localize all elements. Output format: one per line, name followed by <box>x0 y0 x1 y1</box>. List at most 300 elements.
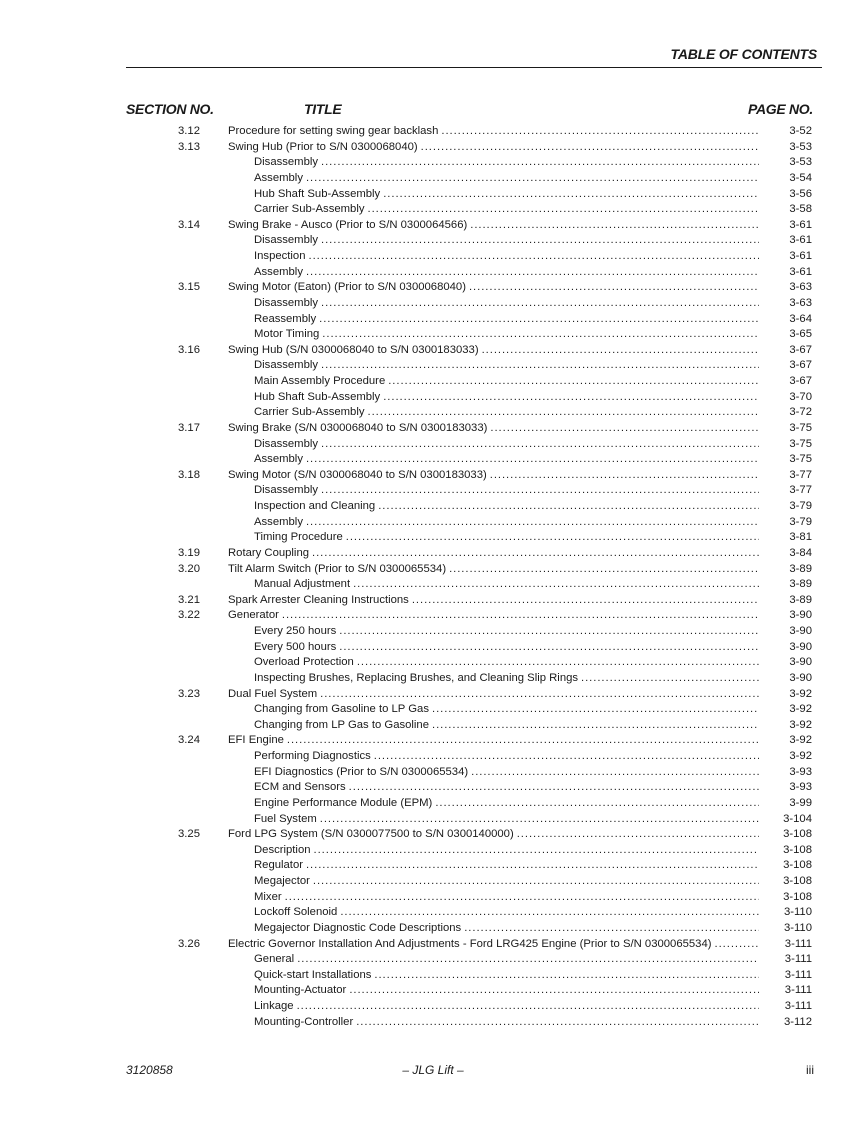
toc-title: Hub Shaft Sub-Assembly <box>254 187 381 200</box>
toc-entry[interactable] <box>0 827 866 843</box>
dot-leader <box>383 187 759 203</box>
toc-title: Swing Brake (S/N 0300068040 to S/N 0300183033) <box>228 421 488 434</box>
toc-entry[interactable] <box>0 702 866 718</box>
toc-page-number: 3-108 <box>783 875 812 887</box>
toc-title-leader <box>254 655 759 671</box>
dot-leader <box>306 171 759 187</box>
toc-title-leader <box>254 983 759 999</box>
toc-page-number: 3-89 <box>789 562 812 575</box>
toc-page-number: 3-104 <box>783 812 812 825</box>
toc-title-leader <box>254 327 759 343</box>
toc-page-number: 3-108 <box>783 859 812 872</box>
toc-page-number: 3-110 <box>783 921 812 934</box>
toc-title-leader <box>228 280 759 296</box>
toc-entry[interactable] <box>0 843 866 859</box>
toc-title: Mounting-Actuator <box>254 984 347 997</box>
toc-title-leader <box>254 405 759 421</box>
toc-section-number: 3.26 <box>178 937 200 950</box>
dot-leader <box>374 749 759 765</box>
toc-entry[interactable] <box>0 733 866 749</box>
toc-title: Swing Brake - Ausco (Prior to S/N 0300064566) <box>228 218 468 231</box>
toc-entry[interactable] <box>0 140 866 156</box>
toc-section-number: 3.23 <box>178 687 200 700</box>
toc-title-leader <box>254 296 759 312</box>
dot-leader <box>306 265 759 281</box>
toc-page-number: 3-92 <box>789 687 812 700</box>
toc-entry[interactable] <box>0 718 866 734</box>
dot-leader <box>321 358 759 374</box>
toc-title-leader <box>254 202 759 218</box>
toc-entry[interactable] <box>0 765 866 781</box>
dot-leader <box>388 374 759 390</box>
toc-title: Disassembly <box>254 484 319 497</box>
toc-title: EFI Engine <box>228 734 284 747</box>
toc-title-leader <box>254 390 759 406</box>
toc-title-leader <box>228 546 759 562</box>
dot-leader <box>282 608 759 624</box>
toc-title: ECM and Sensors <box>254 781 346 794</box>
toc-page-number: 3-77 <box>789 468 812 481</box>
toc-title-leader <box>254 171 759 187</box>
toc-entry[interactable] <box>0 1015 866 1031</box>
toc-title-leader <box>254 968 759 984</box>
toc-entry[interactable] <box>0 343 866 359</box>
dot-leader <box>349 983 759 999</box>
dot-leader <box>368 202 760 218</box>
toc-entry[interactable] <box>0 515 866 531</box>
toc-page-number: 3-75 <box>789 453 812 466</box>
dot-leader <box>356 1015 759 1031</box>
dot-leader <box>517 827 759 843</box>
toc-entry[interactable] <box>0 405 866 421</box>
toc-title-leader <box>254 1015 759 1031</box>
toc-title-leader <box>254 905 759 921</box>
toc-page-number: 3-90 <box>789 656 812 669</box>
toc-title-leader <box>254 780 759 796</box>
toc-entry[interactable] <box>0 202 866 218</box>
toc-title: General <box>254 953 295 966</box>
dot-leader <box>306 858 759 874</box>
toc-title: Swing Hub (S/N 0300068040 to S/N 0300183033) <box>228 343 479 356</box>
dot-leader <box>340 905 759 921</box>
toc-section-number: 3.12 <box>178 125 200 137</box>
toc-page-number: 3-65 <box>789 328 812 341</box>
dot-leader <box>432 702 759 718</box>
toc-title-leader <box>254 921 759 937</box>
toc-entry[interactable] <box>0 640 866 656</box>
toc-entry[interactable] <box>0 780 866 796</box>
toc-page-number: 3-99 <box>789 796 812 809</box>
toc-title-leader <box>254 874 759 890</box>
toc-page-number: 3-108 <box>783 890 812 903</box>
toc-title-leader <box>254 858 759 874</box>
dot-leader <box>313 874 759 890</box>
dot-leader <box>339 624 759 640</box>
toc-entry[interactable] <box>0 468 866 484</box>
toc-title: Linkage <box>254 1000 294 1012</box>
toc-entry[interactable] <box>0 577 866 593</box>
toc-title-leader <box>254 515 759 531</box>
toc-entry[interactable] <box>0 327 866 343</box>
dot-leader <box>306 452 759 468</box>
toc-title: Mounting-Controller <box>254 1015 354 1028</box>
toc-entry[interactable] <box>0 952 866 968</box>
dot-leader <box>319 312 759 328</box>
toc-page-number: 3-89 <box>789 593 812 606</box>
toc-title-leader <box>254 812 759 828</box>
toc-page-number: 3-53 <box>789 156 812 169</box>
toc-title: Every 500 hours <box>254 640 337 653</box>
toc-title: Lockoff Solenoid <box>254 906 338 919</box>
toc-title-leader <box>254 999 759 1015</box>
toc-entry[interactable] <box>0 452 866 468</box>
toc-entry[interactable] <box>0 155 866 171</box>
toc-list <box>0 124 866 1030</box>
toc-entry[interactable] <box>0 812 866 828</box>
dot-leader <box>581 671 759 687</box>
toc-page-number: 3-53 <box>789 140 812 153</box>
toc-page-number: 3-64 <box>789 312 812 325</box>
toc-entry[interactable] <box>0 499 866 515</box>
dot-leader <box>322 327 759 343</box>
toc-title: Rotary Coupling <box>228 546 310 559</box>
toc-page-number: 3-84 <box>789 546 812 559</box>
toc-page-number: 3-92 <box>789 703 812 716</box>
toc-page-number: 3-92 <box>789 750 812 762</box>
toc-section-number: 3.22 <box>178 609 200 622</box>
toc-entry[interactable] <box>0 312 866 328</box>
toc-entry[interactable] <box>0 124 866 140</box>
dot-leader <box>368 405 760 421</box>
toc-page-number: 3-77 <box>789 484 812 497</box>
toc-title: Performing Diagnostics <box>254 750 371 762</box>
toc-title: Changing from Gasoline to LP Gas <box>254 703 429 716</box>
toc-entry[interactable] <box>0 796 866 812</box>
toc-title: Overload Protection <box>254 656 354 669</box>
toc-page-number: 3-111 <box>784 984 812 997</box>
toc-title: Assembly <box>254 265 303 278</box>
column-header-page: PAGE NO. <box>747 101 813 117</box>
toc-title-leader <box>228 687 759 703</box>
toc-page-number: 3-111 <box>784 953 812 966</box>
dot-leader <box>321 233 759 249</box>
dot-leader <box>309 249 760 265</box>
toc-title-leader <box>254 312 759 328</box>
dot-leader <box>412 593 759 609</box>
toc-title-leader <box>254 671 759 687</box>
toc-page-number: 3-67 <box>789 343 812 356</box>
dot-leader <box>469 280 759 296</box>
column-header-section: SECTION NO. <box>126 101 214 117</box>
toc-entry[interactable] <box>0 374 866 390</box>
toc-title-leader <box>254 499 759 515</box>
toc-entry[interactable] <box>0 280 866 296</box>
toc-entry[interactable] <box>0 624 866 640</box>
toc-title-leader <box>254 358 759 374</box>
dot-leader <box>432 718 759 734</box>
toc-entry[interactable] <box>0 937 866 953</box>
dot-leader <box>378 499 759 515</box>
toc-entry[interactable] <box>0 858 866 874</box>
toc-entry[interactable] <box>0 437 866 453</box>
toc-entry[interactable] <box>0 171 866 187</box>
toc-title: Description <box>254 843 311 856</box>
toc-title: Disassembly <box>254 156 319 169</box>
toc-page-number: 3-61 <box>789 234 812 247</box>
toc-page-number: 3-112 <box>783 1015 812 1028</box>
toc-entry[interactable] <box>0 546 866 562</box>
toc-page-number: 3-81 <box>789 531 812 544</box>
toc-section-number: 3.15 <box>178 281 200 294</box>
toc-title-leader <box>228 421 759 437</box>
toc-page-number: 3-56 <box>789 187 812 200</box>
toc-entry[interactable] <box>0 687 866 703</box>
toc-entry[interactable] <box>0 358 866 374</box>
toc-title: Assembly <box>254 171 303 184</box>
dot-leader <box>287 733 759 749</box>
toc-title-leader <box>228 218 759 234</box>
toc-section-number: 3.19 <box>178 546 200 559</box>
toc-title: Motor Timing <box>254 328 320 341</box>
toc-title-leader <box>228 343 759 359</box>
toc-title-leader <box>254 640 759 656</box>
toc-title-leader <box>254 577 759 593</box>
toc-title-leader <box>254 718 759 734</box>
toc-page-number: 3-58 <box>789 203 812 216</box>
toc-page-number: 3-110 <box>783 906 812 919</box>
toc-page-number: 3-111 <box>784 937 812 950</box>
toc-title-leader <box>228 124 759 140</box>
toc-title: Disassembly <box>254 234 319 247</box>
toc-page-number: 3-75 <box>789 421 812 434</box>
toc-section-number: 3.24 <box>178 734 200 747</box>
toc-title: Disassembly <box>254 437 319 450</box>
toc-entry[interactable] <box>0 233 866 249</box>
toc-title: Assembly <box>254 515 303 528</box>
toc-title: Main Assembly Procedure <box>254 375 386 387</box>
toc-entry[interactable] <box>0 921 866 937</box>
toc-title: Generator <box>228 609 279 622</box>
toc-entry[interactable] <box>0 296 866 312</box>
toc-section-number: 3.18 <box>178 468 200 481</box>
toc-title-leader <box>254 843 759 859</box>
toc-entry[interactable] <box>0 187 866 203</box>
toc-title-leader <box>254 952 759 968</box>
dot-leader <box>306 515 759 531</box>
toc-title-leader <box>254 624 759 640</box>
toc-page-number: 3-92 <box>789 718 812 731</box>
toc-title: Carrier Sub-Assembly <box>254 203 365 216</box>
toc-title: Ford LPG System (S/N 0300077500 to S/N 0300140000) <box>228 828 514 841</box>
toc-title-leader <box>254 796 759 812</box>
toc-page-number: 3-54 <box>789 171 812 184</box>
toc-page-number: 3-63 <box>789 281 812 294</box>
toc-section-number: 3.25 <box>178 828 200 841</box>
dot-leader <box>421 140 759 156</box>
toc-entry[interactable] <box>0 421 866 437</box>
toc-entry[interactable] <box>0 983 866 999</box>
toc-title: Assembly <box>254 453 303 466</box>
toc-page-number: 3-79 <box>789 515 812 528</box>
toc-section-number: 3.17 <box>178 421 200 434</box>
column-header-title: TITLE <box>304 101 342 117</box>
toc-title-leader <box>228 937 759 953</box>
toc-title: Dual Fuel System <box>228 687 318 700</box>
toc-title: Disassembly <box>254 359 319 372</box>
toc-section-number: 3.20 <box>178 562 200 575</box>
toc-title: Inspection and Cleaning <box>254 500 376 512</box>
dot-leader <box>312 546 759 562</box>
toc-entry[interactable] <box>0 968 866 984</box>
toc-entry[interactable] <box>0 749 866 765</box>
toc-section-number: 3.14 <box>178 218 200 231</box>
dot-leader <box>321 155 759 171</box>
toc-entry[interactable] <box>0 874 866 890</box>
toc-title: Megajector Diagnostic Code Descriptions <box>254 921 462 934</box>
toc-entry[interactable] <box>0 483 866 499</box>
footer-brand: – JLG Lift – <box>402 1063 464 1077</box>
footer-doc-number: 3120858 <box>126 1063 173 1077</box>
toc-entry[interactable] <box>0 608 866 624</box>
toc-page-number: 3-61 <box>789 218 812 231</box>
toc-title-leader <box>228 593 759 609</box>
dot-leader <box>349 780 759 796</box>
toc-title-leader <box>228 140 759 156</box>
dot-leader <box>715 937 759 953</box>
toc-page-number: 3-72 <box>789 406 812 419</box>
toc-page-number: 3-93 <box>789 765 812 778</box>
toc-entry[interactable] <box>0 671 866 687</box>
toc-title: Procedure for setting swing gear backlash <box>228 125 439 137</box>
toc-title-leader <box>254 249 759 265</box>
dot-leader <box>357 655 759 671</box>
toc-entry[interactable] <box>0 562 866 578</box>
dot-leader <box>285 890 759 906</box>
toc-title-leader <box>254 437 759 453</box>
dot-leader <box>339 640 759 656</box>
toc-entry[interactable] <box>0 390 866 406</box>
toc-title: Engine Performance Module (EPM) <box>254 796 433 809</box>
toc-title-leader <box>254 374 759 390</box>
header-title: TABLE OF CONTENTS <box>670 46 817 62</box>
toc-title-leader <box>228 468 759 484</box>
toc-entry[interactable] <box>0 905 866 921</box>
toc-entry[interactable] <box>0 655 866 671</box>
dot-leader <box>383 390 759 406</box>
dot-leader <box>320 812 759 828</box>
dot-leader <box>490 421 759 437</box>
dot-leader <box>471 765 759 781</box>
dot-leader <box>441 124 759 140</box>
toc-page-number: 3-67 <box>789 375 812 387</box>
toc-title: Mixer <box>254 890 282 903</box>
toc-title-leader <box>228 608 759 624</box>
toc-page-number: 3-92 <box>789 734 812 747</box>
toc-title-leader <box>254 452 759 468</box>
toc-page-number: 3-90 <box>789 625 812 637</box>
toc-page-number: 3-90 <box>789 671 812 684</box>
toc-title-leader <box>254 702 759 718</box>
toc-entry[interactable] <box>0 249 866 265</box>
toc-page-number: 3-108 <box>783 843 812 856</box>
dot-leader <box>435 796 759 812</box>
toc-title: Tilt Alarm Switch (Prior to S/N 0300065534) <box>228 562 447 575</box>
toc-title: Every 250 hours <box>254 625 337 637</box>
toc-page-number: 3-90 <box>789 640 812 653</box>
toc-entry[interactable] <box>0 265 866 281</box>
toc-page-number: 3-111 <box>784 1000 812 1012</box>
toc-entry[interactable] <box>0 890 866 906</box>
toc-page-number: 3-70 <box>789 390 812 403</box>
toc-section-number: 3.13 <box>178 140 200 153</box>
toc-title-leader <box>254 749 759 765</box>
toc-page-number: 3-61 <box>789 265 812 278</box>
toc-title: Carrier Sub-Assembly <box>254 406 365 419</box>
toc-title-leader <box>254 155 759 171</box>
dot-leader <box>321 437 759 453</box>
dot-leader <box>314 843 759 859</box>
dot-leader <box>449 562 759 578</box>
toc-page-number: 3-63 <box>789 296 812 309</box>
toc-title: Regulator <box>254 859 303 872</box>
toc-section-number: 3.16 <box>178 343 200 356</box>
toc-page-number: 3-79 <box>789 500 812 512</box>
toc-title: Quick-start Installations <box>254 968 372 981</box>
dot-leader <box>490 468 759 484</box>
toc-title-leader <box>228 562 759 578</box>
toc-page-number: 3-67 <box>789 359 812 372</box>
dot-leader <box>297 999 759 1015</box>
toc-title: Swing Motor (Eaton) (Prior to S/N 0300068040) <box>228 281 466 294</box>
toc-title: Spark Arrester Cleaning Instructions <box>228 593 409 606</box>
toc-page-number: 3-89 <box>789 578 812 591</box>
dot-leader <box>346 530 759 546</box>
toc-entry[interactable] <box>0 999 866 1015</box>
toc-title: Electric Governor Installation And Adjustments - Ford LRG425 Engine (Prior to S/N 0300065534) <box>228 937 712 950</box>
header-rule <box>126 67 822 68</box>
toc-title: Inspection <box>254 250 306 262</box>
toc-entry[interactable] <box>0 530 866 546</box>
toc-title: Swing Motor (S/N 0300068040 to S/N 0300183033) <box>228 468 487 481</box>
toc-page-number: 3-108 <box>783 828 812 841</box>
dot-leader <box>464 921 759 937</box>
toc-page-number: 3-111 <box>784 968 812 981</box>
toc-page-number: 3-75 <box>789 437 812 450</box>
toc-title-leader <box>228 733 759 749</box>
toc-title: Swing Hub (Prior to S/N 0300068040) <box>228 140 418 153</box>
dot-leader <box>297 952 759 968</box>
toc-title-leader <box>228 827 759 843</box>
toc-title: Reassembly <box>254 312 317 325</box>
toc-title: Changing from LP Gas to Gasoline <box>254 718 429 731</box>
dot-leader <box>470 218 759 234</box>
toc-section-number: 3.21 <box>178 593 200 606</box>
toc-title-leader <box>254 530 759 546</box>
toc-page-number: 3-52 <box>789 125 812 137</box>
toc-title: EFI Diagnostics (Prior to S/N 0300065534) <box>254 765 469 778</box>
toc-title-leader <box>254 483 759 499</box>
toc-entry[interactable] <box>0 218 866 234</box>
dot-leader <box>321 296 759 312</box>
toc-entry[interactable] <box>0 593 866 609</box>
toc-page-number: 3-90 <box>789 609 812 622</box>
toc-title-leader <box>254 765 759 781</box>
toc-title: Megajector <box>254 875 310 887</box>
footer-page-number: iii <box>806 1063 814 1077</box>
dot-leader <box>353 577 759 593</box>
toc-title: Manual Adjustment <box>254 578 351 591</box>
toc-title: Hub Shaft Sub-Assembly <box>254 390 381 403</box>
